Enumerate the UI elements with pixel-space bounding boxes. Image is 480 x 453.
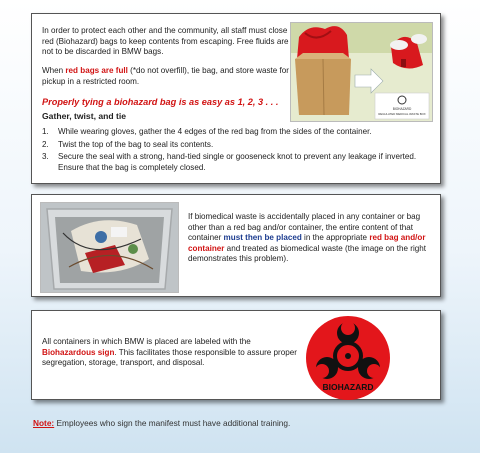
step-number: 3. <box>42 152 49 162</box>
steps-heading: Gather, twist, and tie <box>42 111 127 121</box>
biohazardous-sign-highlight: Biohazardous sign <box>42 347 115 357</box>
note-label: Note: <box>33 418 55 428</box>
misplaced-waste-photo <box>40 202 179 293</box>
labeling-paragraph <box>42 337 297 369</box>
full-bag-prefix: When <box>42 66 66 75</box>
intro-paragraph: In order to protect each other and the community, all staff must close red (Biohazard) bags to keep contents from escaping. Free fluids are not to be discarded in BMW bags. <box>42 26 289 57</box>
note-text: Employees who sign the manifest must have additional training. <box>54 418 291 428</box>
waste-bin-illustration <box>41 203 178 292</box>
labeling-text-a: All containers in which BMW is placed are labeled with the <box>42 337 251 346</box>
step-number: 1. <box>42 127 49 136</box>
bag-tying-photo <box>290 22 433 122</box>
tagline: Properly tying a biohazard bag is as easy as 1, 2, 3 . . . <box>42 97 279 107</box>
box-label-line2: REGULATED MEDICAL WASTE BOX <box>378 112 426 116</box>
labeling-text-c: . This facilitates those responsible to assure proper segregation, storage, transport, and disposal. <box>42 347 297 368</box>
steps-list <box>42 127 434 175</box>
misplaced-waste-card <box>31 194 441 297</box>
bag-tying-illustration <box>291 23 432 121</box>
sign-label: BIOHAZARD <box>322 382 374 392</box>
box-label-line1: BIOHAZARD <box>392 107 412 111</box>
step-text: Twist the top of the bag to seal its contents. <box>58 139 214 149</box>
full-bag-suffix: (*do not overfill), tie bag, and store waste for pickup in a restricted room. <box>42 66 289 86</box>
footer-note <box>33 418 290 428</box>
step-item <box>42 152 434 173</box>
misplaced-text-e: and treated as biomedical waste (the image on the right demonstrates this problem). <box>188 243 426 264</box>
step-number: 2. <box>42 139 49 149</box>
biohazard-sign-icon <box>305 315 391 401</box>
misplaced-text-a: If biomedical waste is accidentally placed in any container or bag other than a red bag and/or container, the entire content of that container <box>188 212 421 243</box>
biohazard-label-card <box>31 310 441 400</box>
must-be-placed-highlight: must then be placed <box>223 233 302 243</box>
misplaced-text-c: in the appropriate <box>301 233 370 243</box>
step-text: Secure the seal with a strong, hand-tied single or gooseneck knot to prevent any leakage if inverted. Ensure that the bag is completely closed. <box>58 152 417 172</box>
step-text: While wearing gloves, gather the 4 edges of the red bag from the sides of the container. <box>58 127 372 136</box>
full-bag-paragraph <box>42 66 290 87</box>
red-bags-full-highlight: red bags are full <box>65 66 128 75</box>
step-item <box>42 140 434 151</box>
bag-tying-card <box>31 13 441 184</box>
red-bag-container-highlight: red bag and/or container <box>188 233 426 253</box>
step-item <box>42 127 434 138</box>
misplaced-waste-paragraph <box>188 212 433 265</box>
